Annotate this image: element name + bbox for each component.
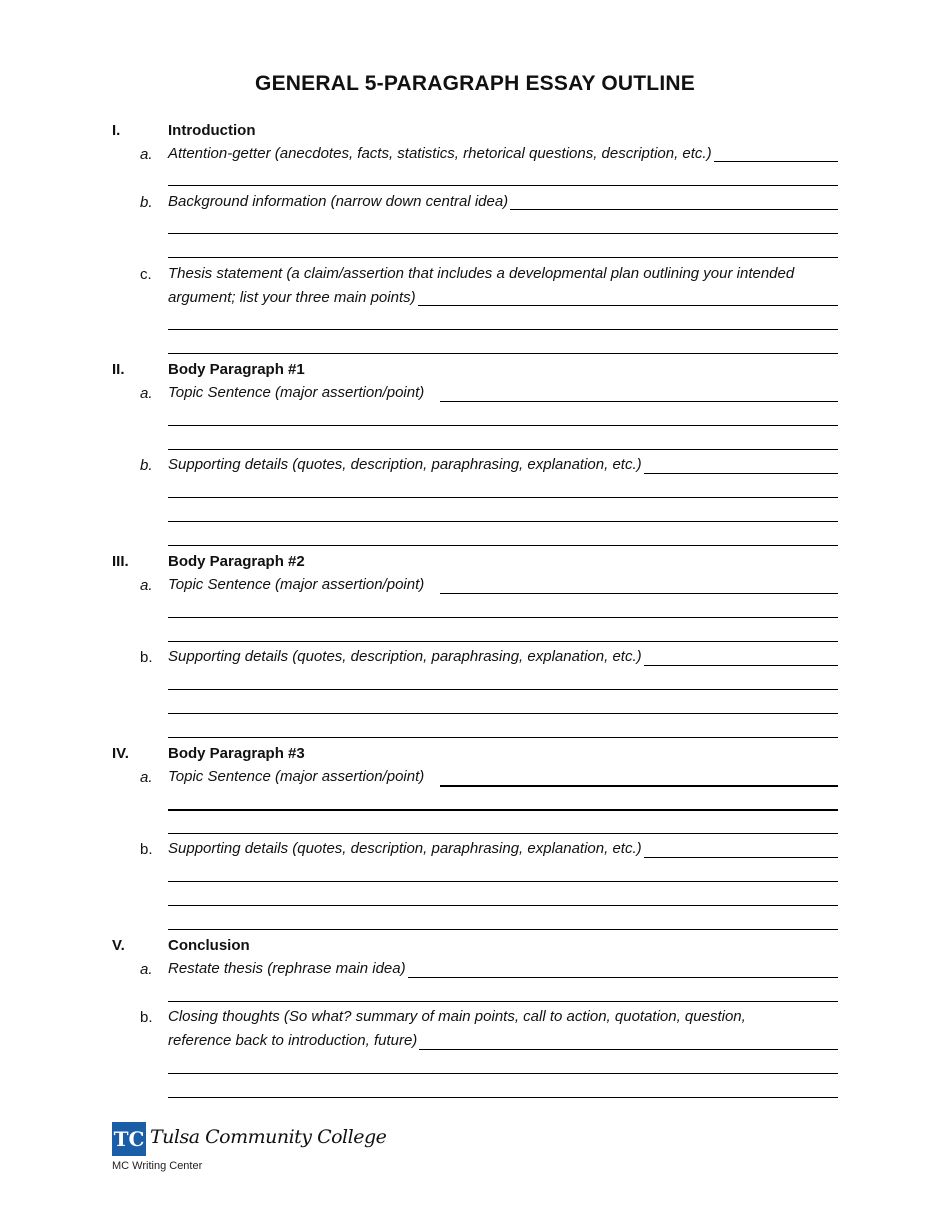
answer-line[interactable] [168,689,838,690]
item-prompt: Background information (narrow down central idea) [168,190,510,214]
answer-line[interactable] [168,329,838,330]
answer-line[interactable] [168,1073,838,1074]
college-name: Tulsa Community College [150,1126,387,1148]
item-prompt-continued: argument; list your three main points) [168,286,418,310]
item-prompt: Supporting details (quotes, description, paraphrasing, explanation, etc.) [168,837,644,861]
item-prompt: Attention-getter (anecdotes, facts, statistics, rhetorical questions, description, etc.) [168,142,714,166]
answer-line[interactable] [168,809,838,811]
answer-line[interactable] [440,593,838,594]
item-prompt: Thesis statement (a claim/assertion that includes a developmental plan outlining your intended [168,262,796,286]
answer-line[interactable] [440,785,838,787]
item-prompt: Supporting details (quotes, description, paraphrasing, explanation, etc.) [168,645,644,669]
section-numeral: III. [112,553,129,570]
answer-line[interactable] [168,737,838,738]
item-letter: b. [140,194,153,211]
item-letter: a. [140,961,153,978]
item-letter: a. [140,577,153,594]
answer-line[interactable] [168,497,838,498]
item-prompt: Closing thoughts (So what? summary of main points, call to action, quotation, question, [168,1005,748,1029]
section-numeral: V. [112,937,125,954]
item-letter: a. [140,769,153,786]
item-prompt: Supporting details (quotes, description, paraphrasing, explanation, etc.) [168,453,644,477]
section-heading: Introduction [168,122,256,139]
answer-line[interactable] [168,641,838,642]
item-prompt: Topic Sentence (major assertion/point) [168,573,426,597]
item-prompt: Topic Sentence (major assertion/point) [168,765,426,789]
answer-line[interactable] [168,545,838,546]
section-numeral: I. [112,122,121,139]
answer-line[interactable] [168,1001,838,1002]
answer-line[interactable] [168,905,838,906]
item-prompt: Topic Sentence (major assertion/point) [168,381,426,405]
section-heading: Body Paragraph #2 [168,553,305,570]
college-logo-icon: TC [112,1122,146,1156]
answer-line[interactable] [168,929,838,930]
answer-line[interactable] [168,353,838,354]
answer-line[interactable] [168,233,838,234]
writing-center-label: MC Writing Center [112,1160,203,1172]
item-letter: b. [140,841,153,858]
answer-line[interactable] [440,401,838,402]
answer-line[interactable] [168,521,838,522]
answer-line[interactable] [168,185,838,186]
item-letter: c. [140,266,152,283]
answer-line[interactable] [168,449,838,450]
item-letter: b. [140,1009,153,1026]
answer-line[interactable] [168,425,838,426]
section-heading: Body Paragraph #3 [168,745,305,762]
section-numeral: II. [112,361,125,378]
answer-line[interactable] [168,1097,838,1098]
answer-line[interactable] [168,881,838,882]
item-prompt-continued: reference back to introduction, future) [168,1029,419,1053]
answer-line[interactable] [168,257,838,258]
item-letter: b. [140,649,153,666]
item-prompt: Restate thesis (rephrase main idea) [168,957,408,981]
section-numeral: IV. [112,745,129,762]
item-letter: a. [140,146,153,163]
section-heading: Body Paragraph #1 [168,361,305,378]
section-heading: Conclusion [168,937,250,954]
answer-line[interactable] [168,617,838,618]
page-title: GENERAL 5-PARAGRAPH ESSAY OUTLINE [255,72,695,95]
answer-line[interactable] [168,833,838,834]
item-letter: a. [140,385,153,402]
item-letter: b. [140,457,153,474]
answer-line[interactable] [168,713,838,714]
